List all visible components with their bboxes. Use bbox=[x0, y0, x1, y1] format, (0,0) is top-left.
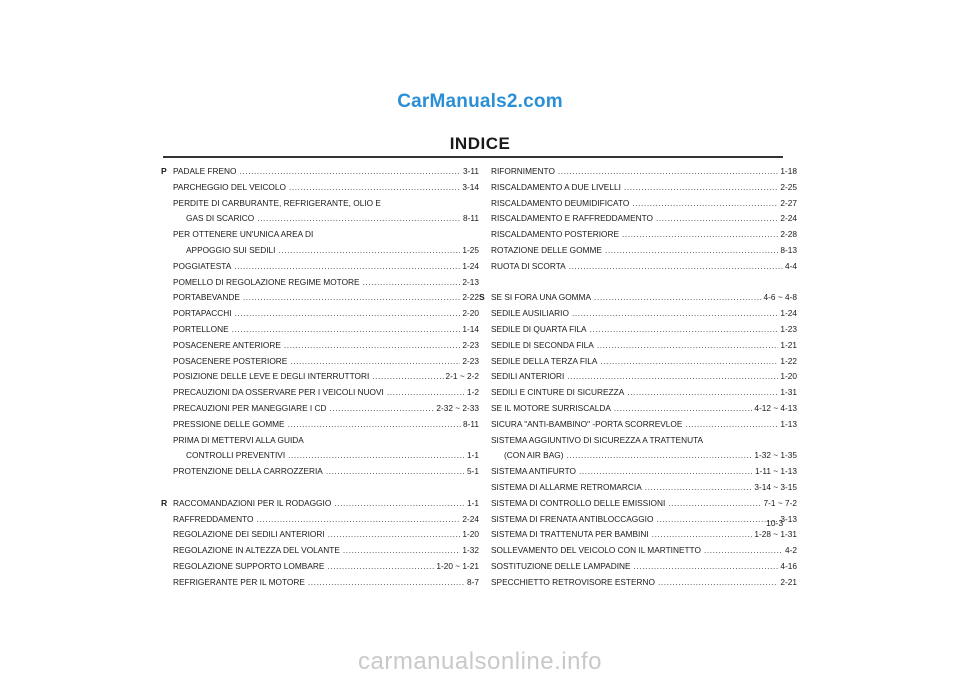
index-entry[interactable] bbox=[173, 369, 479, 385]
entry-page: 2-25 bbox=[780, 181, 797, 192]
index-entry[interactable] bbox=[173, 275, 479, 291]
leader-dots bbox=[257, 211, 461, 227]
index-entry[interactable] bbox=[173, 543, 479, 559]
entry-title: SEDILE AUSILIARIO bbox=[491, 308, 569, 319]
entry-title: PRECAUZIONI PER MANEGGIARE I CD bbox=[173, 402, 327, 413]
leader-dots bbox=[668, 496, 761, 512]
index-entry[interactable] bbox=[491, 433, 797, 465]
entry-title: PER OTTENERE UN'UNICA AREA DI bbox=[173, 229, 314, 240]
index-column-right bbox=[479, 164, 797, 606]
entry-page: 2-20 bbox=[462, 308, 479, 319]
entry-title: CONTROLLI PREVENTIVI bbox=[186, 450, 286, 461]
entry-page: 1-2 bbox=[467, 387, 479, 398]
index-entry[interactable] bbox=[491, 322, 797, 338]
index-entry[interactable] bbox=[173, 227, 479, 259]
index-entry[interactable] bbox=[491, 180, 797, 196]
entry-page: 4-4 bbox=[785, 260, 797, 271]
entry-title: RAFFREDDAMENTO bbox=[173, 513, 254, 524]
page-title: INDICE bbox=[449, 134, 511, 153]
entry-page: 2-24 bbox=[462, 513, 479, 524]
entry-page: 1-24 bbox=[780, 308, 797, 319]
leader-dots bbox=[326, 464, 465, 480]
leader-dots bbox=[327, 559, 434, 575]
leader-dots bbox=[239, 164, 461, 180]
leader-dots bbox=[704, 543, 783, 559]
index-entry[interactable] bbox=[173, 575, 479, 591]
entry-title: RISCALDAMENTO E RAFFREDDAMENTO bbox=[491, 213, 653, 224]
index-entry[interactable] bbox=[491, 401, 797, 417]
index-entry[interactable] bbox=[491, 417, 797, 433]
leader-dots bbox=[572, 306, 778, 322]
leader-dots bbox=[634, 559, 779, 575]
leader-dots bbox=[624, 180, 779, 196]
entry-page: 2-28 bbox=[780, 229, 797, 240]
index-entry[interactable] bbox=[173, 559, 479, 575]
leader-dots bbox=[257, 512, 461, 528]
leader-dots bbox=[308, 575, 465, 591]
index-entry[interactable] bbox=[173, 401, 479, 417]
index-entry[interactable] bbox=[173, 196, 479, 228]
index-entry[interactable] bbox=[491, 338, 797, 354]
entry-title: SICURA "ANTI-BAMBINO" -PORTA SCORREVLOE bbox=[491, 418, 683, 429]
entry-title: SISTEMA DI CONTROLLO DELLE EMISSIONI bbox=[491, 497, 666, 508]
entry-title: POSACENERE ANTERIORE bbox=[173, 339, 281, 350]
leader-dots bbox=[343, 543, 460, 559]
index-section bbox=[479, 290, 797, 590]
index-entry[interactable] bbox=[173, 433, 479, 465]
entry-page: 1-25 bbox=[462, 244, 479, 255]
index-entry[interactable] bbox=[173, 385, 479, 401]
entry-title: SISTEMA DI FRENATA ANTIBLOCCAGGIO bbox=[491, 513, 654, 524]
entry-page: 5-1 bbox=[467, 466, 479, 477]
carmanuals2-watermark[interactable]: CarManuals2.com bbox=[397, 91, 563, 112]
entry-title: RIFORNIMENTO bbox=[491, 166, 555, 176]
index-entry[interactable] bbox=[173, 164, 479, 180]
entry-title: PERDITE DI CARBURANTE, REFRIGERANTE, OLIO E bbox=[173, 197, 381, 208]
index-entry[interactable] bbox=[491, 306, 797, 322]
entry-title: SEDILI E CINTURE DI SICUREZZA bbox=[491, 387, 625, 398]
leader-dots bbox=[632, 196, 778, 212]
entry-title: PARCHEGGIO DEL VEICOLO bbox=[173, 181, 286, 192]
index-entry[interactable] bbox=[491, 527, 797, 543]
leader-dots bbox=[234, 259, 460, 275]
leader-dots bbox=[288, 448, 465, 464]
entry-title: PORTABEVANDE bbox=[173, 292, 240, 303]
entry-title: SISTEMA DI ALLARME RETROMARCIA bbox=[491, 481, 642, 492]
entry-page: 1-24 bbox=[462, 260, 479, 271]
leader-dots bbox=[656, 211, 778, 227]
leader-dots bbox=[567, 369, 778, 385]
leader-dots bbox=[579, 464, 753, 480]
entry-title: RISCALDAMENTO DEUMIDIFICATO bbox=[491, 197, 630, 208]
leader-dots bbox=[622, 227, 778, 243]
entry-title: PRIMA DI METTERVI ALLA GUIDA bbox=[173, 434, 304, 445]
entry-page: 1-11 ~ 1-13 bbox=[754, 466, 797, 477]
entry-page: 1-13 bbox=[780, 418, 797, 429]
index-entry[interactable] bbox=[491, 385, 797, 401]
entry-page: 1-14 bbox=[462, 323, 479, 334]
leader-dots bbox=[330, 401, 435, 417]
index-entry[interactable] bbox=[173, 464, 479, 480]
entry-title: SOSTITUZIONE DELLE LAMPADINE bbox=[491, 560, 631, 571]
entry-page: 8-11 bbox=[463, 213, 479, 224]
entry-page: 8-13 bbox=[780, 244, 797, 255]
entry-page: 7-1 ~ 7-2 bbox=[763, 497, 797, 508]
index-entry[interactable] bbox=[491, 369, 797, 385]
entry-title: PADALE FRENO bbox=[173, 166, 237, 176]
entry-title: SE SI FORA UNA GOMMA bbox=[491, 292, 592, 303]
index-entry[interactable] bbox=[491, 259, 797, 275]
entry-page: 8-11 bbox=[463, 418, 479, 429]
entry-page: 2-13 bbox=[462, 276, 479, 287]
leader-dots bbox=[685, 417, 778, 433]
entry-page: 1-1 bbox=[467, 450, 479, 461]
entry-page: 1-32 ~ 1-35 bbox=[754, 450, 797, 461]
entry-title: SPECCHIETTO RETROVISORE ESTERNO bbox=[491, 576, 655, 587]
index-entry[interactable] bbox=[491, 196, 797, 212]
leader-dots bbox=[288, 417, 461, 433]
leader-dots bbox=[334, 496, 465, 512]
index-entry[interactable] bbox=[173, 259, 479, 275]
entry-title: ROTAZIONE DELLE GOMME bbox=[491, 244, 602, 255]
leader-dots bbox=[372, 369, 443, 385]
entry-page: 2-23 bbox=[462, 355, 479, 366]
entry-title: REFRIGERANTE PER IL MOTORE bbox=[173, 576, 305, 587]
entry-page: 2-24 bbox=[780, 213, 797, 224]
index-entry[interactable] bbox=[173, 512, 479, 528]
index-entry[interactable] bbox=[491, 512, 797, 528]
leader-dots bbox=[652, 527, 753, 543]
leader-dots bbox=[600, 354, 778, 370]
entry-page: 3-13 bbox=[780, 513, 797, 524]
entry-page: 1-23 bbox=[780, 323, 797, 334]
index-entry[interactable] bbox=[491, 227, 797, 243]
entry-title: RISCALDAMENTO POSTERIORE bbox=[491, 229, 620, 240]
entry-title: PRESSIONE DELLE GOMME bbox=[173, 418, 285, 429]
leader-dots bbox=[656, 512, 778, 528]
entry-page: 2-27 bbox=[780, 197, 797, 208]
index-entry[interactable] bbox=[173, 354, 479, 370]
leader-dots bbox=[614, 401, 752, 417]
entry-title: APPOGGIO SUI SEDILI bbox=[186, 244, 276, 255]
entry-page: 1-20 bbox=[462, 529, 479, 540]
index-column-left bbox=[161, 164, 479, 606]
leader-dots bbox=[645, 480, 753, 496]
index-entry[interactable] bbox=[491, 243, 797, 259]
leader-dots bbox=[363, 275, 461, 291]
entry-title: PROTENZIONE DELLA CARROZZERIA bbox=[173, 466, 323, 477]
entry-title: SISTEMA ANTIFURTO bbox=[491, 466, 576, 477]
entry-title: POSIZIONE DELLE LEVE E DEGLI INTERRUTTORI bbox=[173, 371, 370, 382]
entry-page: 1-18 bbox=[780, 166, 797, 176]
index-entry[interactable] bbox=[173, 417, 479, 433]
entry-title: RUOTA DI SCORTA bbox=[491, 260, 566, 271]
entry-title: (CON AIR BAG) bbox=[504, 450, 564, 461]
entry-title: PRECAUZIONI DA OSSERVARE PER I VEICOLI NUOVI bbox=[173, 387, 384, 398]
index-entry[interactable] bbox=[173, 338, 479, 354]
entry-page: 3-14 ~ 3-15 bbox=[754, 481, 797, 492]
index-section bbox=[161, 496, 479, 591]
index-entry[interactable] bbox=[173, 290, 479, 306]
leader-dots bbox=[232, 322, 461, 338]
entry-page: 1-20 ~ 1-21 bbox=[436, 560, 479, 571]
entry-title: PORTAPACCHI bbox=[173, 308, 232, 319]
leader-dots bbox=[278, 243, 460, 259]
entry-page: 1-1 bbox=[467, 497, 479, 508]
entry-title: GAS DI SCARICO bbox=[186, 213, 255, 224]
leader-dots bbox=[590, 322, 779, 338]
entry-title: SISTEMA DI TRATTENUTA PER BAMBINI bbox=[491, 529, 649, 540]
index-entry[interactable] bbox=[491, 480, 797, 496]
leader-dots bbox=[243, 290, 461, 306]
entry-title: POGGIATESTA bbox=[173, 260, 232, 271]
title-rule bbox=[163, 156, 783, 158]
leader-dots bbox=[289, 180, 460, 196]
entry-page: 1-20 bbox=[780, 371, 797, 382]
entry-page: 3-11 bbox=[463, 166, 479, 176]
entry-page: 3-14 bbox=[462, 181, 479, 192]
section-letter: S bbox=[479, 292, 485, 303]
entry-title: RISCALDAMENTO A DUE LIVELLI bbox=[491, 181, 621, 192]
entry-page: 2-21 bbox=[780, 576, 797, 587]
leader-dots bbox=[235, 306, 461, 322]
entry-page: 1-31 bbox=[780, 387, 797, 398]
entry-page: 2-32 ~ 2-33 bbox=[436, 402, 479, 413]
index-entry[interactable] bbox=[491, 164, 797, 180]
leader-dots bbox=[558, 164, 778, 180]
entry-title: POSACENERE POSTERIORE bbox=[173, 355, 288, 366]
index-entry[interactable] bbox=[491, 575, 797, 591]
leader-dots bbox=[627, 385, 778, 401]
section-letter: P bbox=[161, 166, 167, 176]
index-section bbox=[491, 164, 797, 275]
leader-dots bbox=[387, 385, 465, 401]
index-entry[interactable] bbox=[173, 527, 479, 543]
entry-page: 1-22 bbox=[780, 355, 797, 366]
entry-page: 8-7 bbox=[467, 576, 479, 587]
index-section bbox=[161, 164, 479, 480]
index-entry[interactable] bbox=[173, 322, 479, 338]
index-entry[interactable] bbox=[173, 180, 479, 196]
index-entry[interactable] bbox=[491, 559, 797, 575]
leader-dots bbox=[328, 527, 461, 543]
entry-title: REGOLAZIONE DEI SEDILI ANTERIORI bbox=[173, 529, 325, 540]
index-entry[interactable] bbox=[491, 543, 797, 559]
index-entry[interactable] bbox=[491, 354, 797, 370]
entry-title: SEDILE DI SECONDA FILA bbox=[491, 339, 594, 350]
leader-dots bbox=[566, 448, 752, 464]
entry-page: 2-1 ~ 2-2 bbox=[445, 371, 479, 382]
entry-page: 4-2 bbox=[785, 545, 797, 556]
entry-title: REGOLAZIONE SUPPORTO LOMBARE bbox=[173, 560, 325, 571]
leader-dots bbox=[569, 259, 783, 275]
leader-dots bbox=[284, 338, 461, 354]
index-entry[interactable] bbox=[491, 290, 797, 306]
entry-title: REGOLAZIONE IN ALTEZZA DEL VOLANTE bbox=[173, 545, 340, 556]
leader-dots bbox=[290, 354, 460, 370]
entry-title: POMELLO DI REGOLAZIONE REGIME MOTORE bbox=[173, 276, 360, 287]
entry-page: 1-28 ~ 1-31 bbox=[754, 529, 797, 540]
page-number: 10-3 bbox=[766, 518, 784, 528]
entry-title: SEDILE DELLA TERZA FILA bbox=[491, 355, 598, 366]
leader-dots bbox=[594, 290, 762, 306]
carmanualsonline-watermark[interactable]: carmanualsonline.info bbox=[358, 648, 602, 675]
leader-dots bbox=[597, 338, 779, 354]
entry-title: SOLLEVAMENTO DEL VEICOLO CON IL MARTINETTO bbox=[491, 545, 701, 556]
leader-dots bbox=[605, 243, 778, 259]
index-entry[interactable] bbox=[491, 464, 797, 480]
entry-title: SEDILI ANTERIORI bbox=[491, 371, 565, 382]
entry-page: 2-23 bbox=[462, 339, 479, 350]
entry-page: 1-21 bbox=[780, 339, 797, 350]
entry-page: 4-16 bbox=[780, 560, 797, 571]
entry-page: 4-12 ~ 4-13 bbox=[754, 402, 797, 413]
index-entry[interactable] bbox=[173, 496, 479, 512]
entry-title: PORTELLONE bbox=[173, 323, 229, 334]
index-entry[interactable] bbox=[491, 211, 797, 227]
entry-title: SISTEMA AGGIUNTIVO DI SICUREZZA A TRATTENUTA bbox=[491, 434, 704, 445]
entry-page: 1-32 bbox=[462, 545, 479, 556]
section-letter: R bbox=[161, 497, 168, 508]
entry-title: SEDILE DI QUARTA FILA bbox=[491, 323, 587, 334]
entry-page: 4-6 ~ 4-8 bbox=[763, 292, 797, 303]
entry-title: RACCOMANDAZIONI PER IL RODAGGIO bbox=[173, 497, 332, 508]
leader-dots bbox=[658, 575, 778, 591]
index-entry[interactable] bbox=[491, 496, 797, 512]
entry-title: SE IL MOTORE SURRISCALDA bbox=[491, 402, 611, 413]
entry-page: 2-22 bbox=[462, 292, 479, 303]
index-entry[interactable] bbox=[173, 306, 479, 322]
